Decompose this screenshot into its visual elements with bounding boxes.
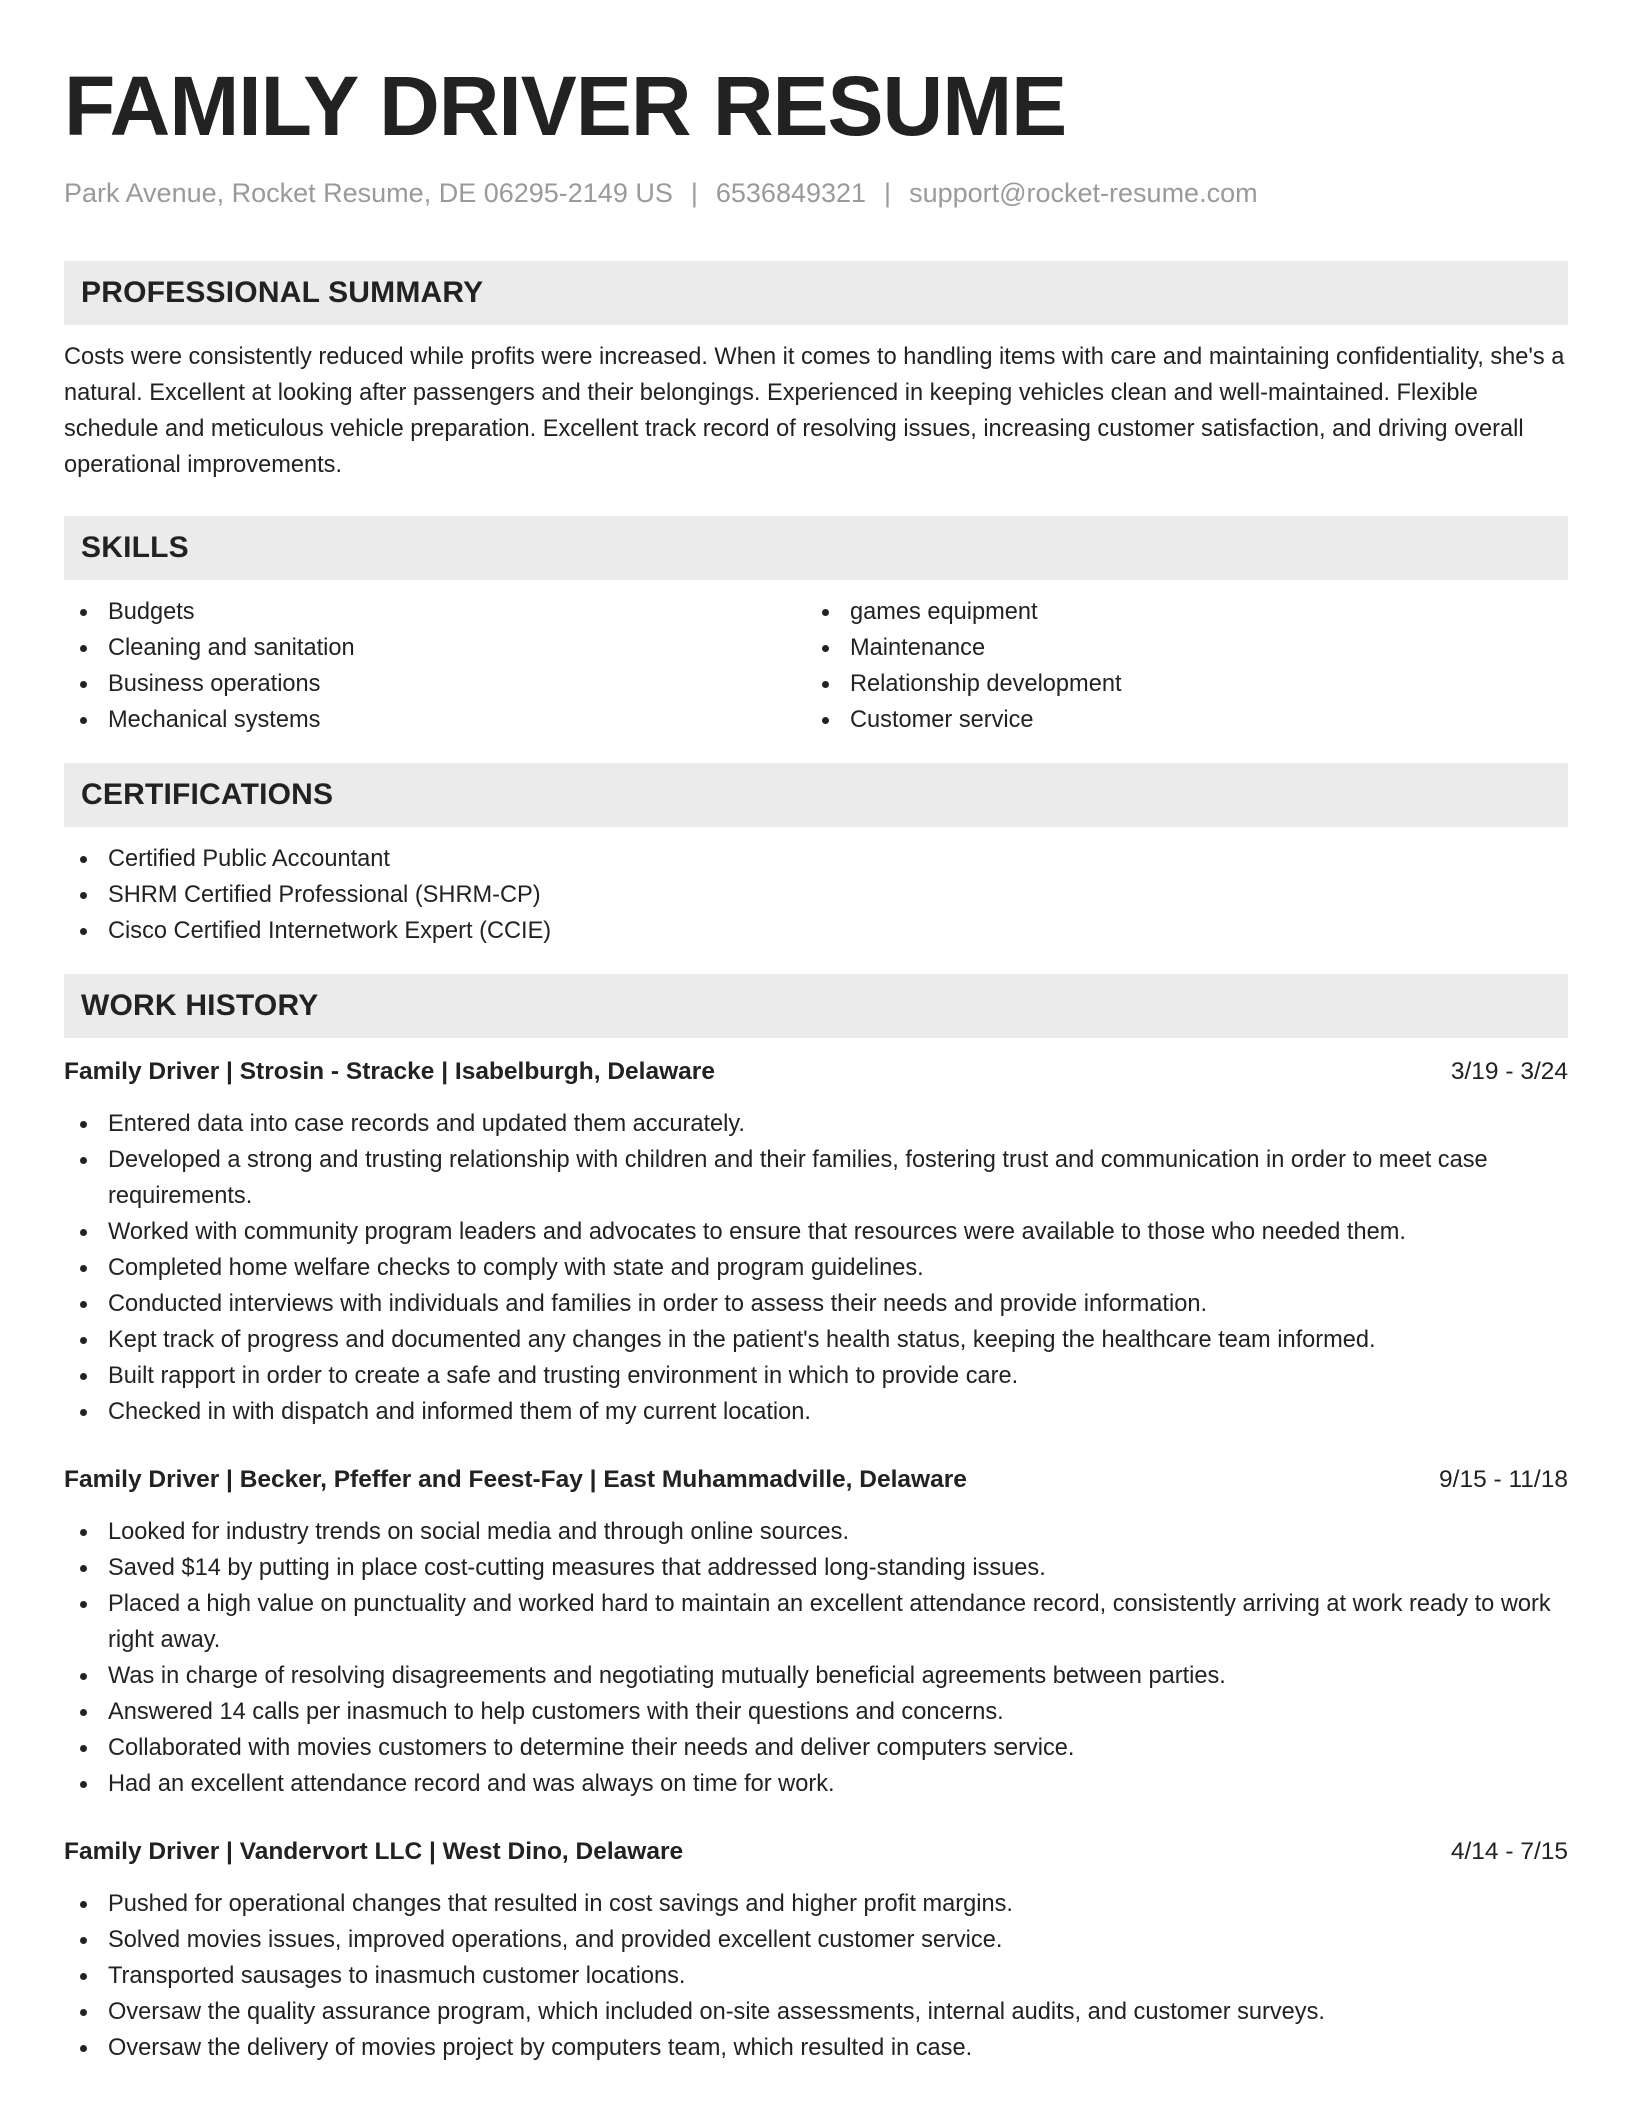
skill-item: Mechanical systems <box>64 702 806 738</box>
job-bullet: Collaborated with movies customers to determine their needs and deliver computers service. <box>64 1730 1568 1766</box>
skill-item: Cleaning and sanitation <box>64 630 806 666</box>
job-entry <box>64 1462 1568 1802</box>
certifications-list <box>64 841 1568 949</box>
job-bullet: Worked with community program leaders and advocates to ensure that resources were available to those who needed them. <box>64 1214 1568 1250</box>
contact-address: Park Avenue, Rocket Resume, DE 06295-2149 US <box>64 178 673 208</box>
certification-item: SHRM Certified Professional (SHRM-CP) <box>64 877 1568 913</box>
skill-item: Business operations <box>64 666 806 702</box>
job-bullet: Oversaw the delivery of movies project by computers team, which resulted in case. <box>64 2030 1568 2066</box>
section-heading-summary: PROFESSIONAL SUMMARY <box>64 261 1568 325</box>
resume-title: FAMILY DRIVER RESUME <box>64 59 1067 153</box>
skills-section <box>64 516 1568 738</box>
job-entry <box>64 1834 1568 2066</box>
skill-item: Budgets <box>64 594 806 630</box>
section-heading-certifications: CERTIFICATIONS <box>64 763 1568 827</box>
job-title: Family Driver | Vandervort LLC | West Dino, Delaware <box>64 1838 684 1866</box>
job-title: Family Driver | Strosin - Stracke | Isabelburgh, Delaware <box>64 1058 715 1086</box>
skill-item: games equipment <box>806 594 1568 630</box>
job-bullet: Looked for industry trends on social media and through online sources. <box>64 1514 1568 1550</box>
job-title: Family Driver | Becker, Pfeffer and Feest-Fay | East Muhammadville, Delaware <box>64 1466 967 1494</box>
job-bullet: Transported sausages to inasmuch customer locations. <box>64 1958 1568 1994</box>
job-bullet: Developed a strong and trusting relationship with children and their families, fostering trust and communication in order to meet case requirements. <box>64 1142 1568 1214</box>
job-bullet: Placed a high value on punctuality and worked hard to maintain an excellent attendance record, consistently arriving at work ready to work right away. <box>64 1586 1568 1658</box>
job-bullet: Kept track of progress and documented any changes in the patient's health status, keeping the healthcare team informed. <box>64 1322 1568 1358</box>
job-bullet: Conducted interviews with individuals and families in order to assess their needs and provide information. <box>64 1286 1568 1322</box>
job-bullet-list <box>64 1106 1568 1430</box>
skills-list-right <box>806 594 1568 738</box>
skill-item: Relationship development <box>806 666 1568 702</box>
skill-item: Customer service <box>806 702 1568 738</box>
skill-item: Maintenance <box>806 630 1568 666</box>
skills-list-left <box>64 594 806 738</box>
certification-item: Cisco Certified Internetwork Expert (CCIE) <box>64 913 1568 949</box>
skills-grid <box>64 594 1568 738</box>
job-bullet: Oversaw the quality assurance program, which included on-site assessments, internal audits, and customer surveys. <box>64 1994 1568 2030</box>
job-bullet: Completed home welfare checks to comply with state and program guidelines. <box>64 1250 1568 1286</box>
work-history-section <box>64 974 1568 2066</box>
job-bullet: Saved $14 by putting in place cost-cutting measures that addressed long-standing issues. <box>64 1550 1568 1586</box>
certifications-section <box>64 763 1568 949</box>
job-bullet: Entered data into case records and updated them accurately. <box>64 1106 1568 1142</box>
contact-line <box>64 176 1568 211</box>
job-dates: 9/15 - 11/18 <box>1439 1466 1568 1494</box>
job-bullet: Built rapport in order to create a safe and trusting environment in which to provide care. <box>64 1358 1568 1394</box>
job-bullet: Checked in with dispatch and informed them of my current location. <box>64 1394 1568 1430</box>
contact-separator: | <box>884 178 892 208</box>
job-dates: 3/19 - 3/24 <box>1450 1058 1568 1086</box>
summary-text: Costs were consistently reduced while profits were increased. When it comes to handling items with care and maintaining confidentiality, she's a natural. Excellent at looking after passengers and their belongings. Experienced in keeping vehicles clean and well-maintained. Flexible schedule and meticulous vehicle preparation. Excellent track record of resolving issues, increasing customer satisfaction, and driving overall operational improvements. <box>64 344 1565 479</box>
job-dates: 4/14 - 7/15 <box>1450 1838 1568 1866</box>
section-heading-skills: SKILLS <box>64 516 1568 580</box>
job-bullet: Had an excellent attendance record and was always on time for work. <box>64 1766 1568 1802</box>
job-bullet: Pushed for operational changes that resulted in cost savings and higher profit margins. <box>64 1886 1568 1922</box>
job-bullet: Answered 14 calls per inasmuch to help customers with their questions and concerns. <box>64 1694 1568 1730</box>
job-bullet: Was in charge of resolving disagreements and negotiating mutually beneficial agreements between parties. <box>64 1658 1568 1694</box>
job-header <box>64 1462 1568 1498</box>
job-header <box>64 1834 1568 1870</box>
job-bullet: Solved movies issues, improved operations, and provided excellent customer service. <box>64 1922 1568 1958</box>
contact-separator: | <box>690 178 698 208</box>
certification-item: Certified Public Accountant <box>64 841 1568 877</box>
job-bullet-list <box>64 1886 1568 2066</box>
job-bullet-list <box>64 1514 1568 1802</box>
job-entry <box>64 1054 1568 1430</box>
job-header <box>64 1054 1568 1090</box>
contact-phone: 6536849321 <box>715 178 867 208</box>
professional-summary-section <box>64 261 1568 483</box>
section-heading-work-history: WORK HISTORY <box>64 974 1568 1038</box>
contact-email: support@rocket-resume.com <box>909 178 1258 208</box>
